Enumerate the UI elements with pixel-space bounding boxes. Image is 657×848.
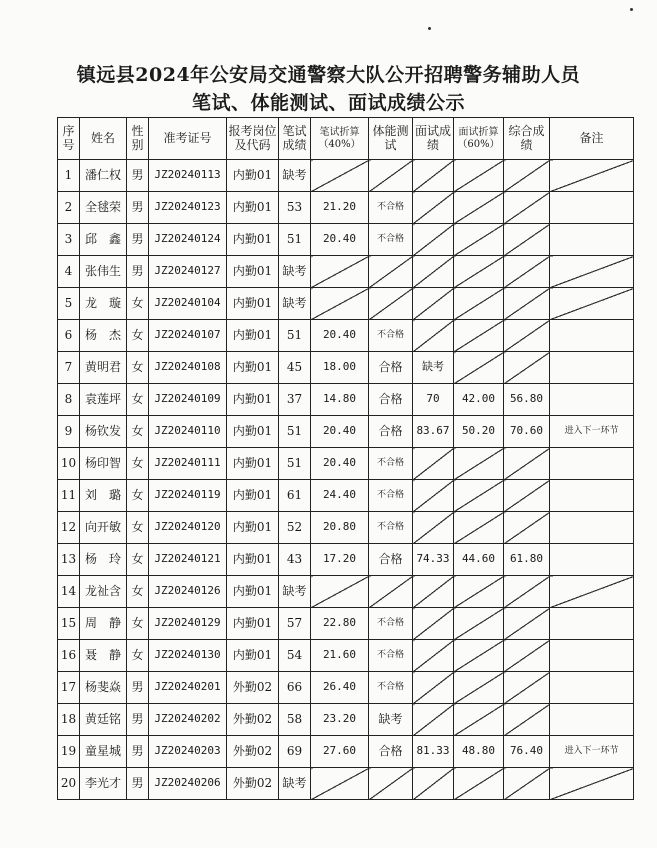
cell-seq: 13 [58,544,80,576]
cell-total [504,352,550,384]
cell-written: 66 [279,672,311,704]
cell-exam-no: JZ20240109 [149,384,227,416]
cell-physical: 不合格 [369,640,413,672]
cell-post: 内勤01 [227,608,279,640]
header-remark: 备注 [550,118,634,160]
cell-remark: 进入下一环节 [550,416,634,448]
cell-seq: 10 [58,448,80,480]
cell-interview-conv [454,640,504,672]
cell-seq: 6 [58,320,80,352]
cell-post: 内勤01 [227,384,279,416]
table-row [58,320,634,352]
table-row [58,256,634,288]
cell-remark [550,448,634,480]
cell-written-conv: 20.40 [311,448,369,480]
cell-remark: 进入下一环节 [550,736,634,768]
cell-physical [369,576,413,608]
cell-post: 内勤01 [227,256,279,288]
page-subtitle: 笔试、体能测试、面试成绩公示 [191,92,465,114]
cell-written-conv: 21.60 [311,640,369,672]
cell-remark [550,640,634,672]
cell-remark [550,288,634,320]
cell-post: 内勤01 [227,544,279,576]
cell-name: 李光才 [80,768,127,800]
cell-written: 45 [279,352,311,384]
cell-post: 内勤01 [227,288,279,320]
cell-name: 袁莲坪 [80,384,127,416]
cell-gender: 女 [127,544,149,576]
cell-post: 内勤01 [227,192,279,224]
cell-name: 杨 玲 [80,544,127,576]
cell-interview [413,224,454,256]
table-row [58,768,634,800]
cell-interview [413,768,454,800]
cell-total [504,768,550,800]
cell-exam-no: JZ20240203 [149,736,227,768]
cell-exam-no: JZ20240110 [149,416,227,448]
cell-gender: 男 [127,736,149,768]
cell-physical: 不合格 [369,512,413,544]
cell-exam-no: JZ20240124 [149,224,227,256]
cell-written-conv [311,576,369,608]
header-written: 笔试成绩 [279,118,311,160]
cell-written: 51 [279,320,311,352]
cell-written: 缺考 [279,576,311,608]
cell-interview [413,256,454,288]
cell-post: 内勤01 [227,416,279,448]
cell-gender: 男 [127,224,149,256]
cell-remark [550,608,634,640]
cell-interview-conv: 48.80 [454,736,504,768]
header-physical: 体能测试 [369,118,413,160]
cell-written-conv [311,160,369,192]
cell-remark [550,320,634,352]
cell-remark [550,768,634,800]
cell-interview-conv [454,576,504,608]
cell-post: 内勤01 [227,448,279,480]
cell-name: 杨斐焱 [80,672,127,704]
cell-gender: 女 [127,384,149,416]
cell-remark [550,544,634,576]
cell-exam-no: JZ20240108 [149,352,227,384]
cell-seq: 8 [58,384,80,416]
cell-written-conv [311,288,369,320]
cell-written-conv: 20.40 [311,320,369,352]
cell-physical: 合格 [369,352,413,384]
cell-written: 69 [279,736,311,768]
cell-written-conv: 24.40 [311,480,369,512]
cell-written: 54 [279,640,311,672]
cell-seq: 2 [58,192,80,224]
cell-exam-no: JZ20240129 [149,608,227,640]
page-title: 镇远县2024年公安局交通警察大队公开招聘警务辅助人员 [76,64,581,86]
cell-interview [413,608,454,640]
cell-name: 邱 鑫 [80,224,127,256]
cell-gender: 女 [127,480,149,512]
cell-total [504,256,550,288]
cell-gender: 女 [127,512,149,544]
cell-exam-no: JZ20240104 [149,288,227,320]
header-written-conv: 笔试折算（40%） [311,118,369,160]
table-row [58,288,634,320]
cell-name: 刘 璐 [80,480,127,512]
cell-post: 内勤01 [227,352,279,384]
cell-interview-conv [454,352,504,384]
cell-gender: 女 [127,448,149,480]
cell-total [504,672,550,704]
cell-post: 内勤01 [227,480,279,512]
cell-seq: 11 [58,480,80,512]
cell-remark [550,384,634,416]
header-exam-no: 准考证号 [149,118,227,160]
cell-written-conv: 23.20 [311,704,369,736]
cell-interview: 83.67 [413,416,454,448]
cell-gender: 男 [127,160,149,192]
cell-written: 43 [279,544,311,576]
cell-remark [550,224,634,256]
cell-interview: 81.33 [413,736,454,768]
table-row [58,672,634,704]
cell-written-conv: 14.80 [311,384,369,416]
table-row [58,416,634,448]
cell-total: 70.60 [504,416,550,448]
table-row [58,384,634,416]
table-row [58,576,634,608]
table-row [58,704,634,736]
header-name: 姓名 [80,118,127,160]
table-row [58,448,634,480]
cell-physical: 不合格 [369,192,413,224]
cell-interview-conv: 42.00 [454,384,504,416]
cell-written-conv [311,768,369,800]
header-seq: 序号 [58,118,80,160]
cell-seq: 18 [58,704,80,736]
cell-written-conv: 21.20 [311,192,369,224]
cell-post: 外勤02 [227,736,279,768]
cell-exam-no: JZ20240202 [149,704,227,736]
cell-exam-no: JZ20240107 [149,320,227,352]
cell-name: 向开敏 [80,512,127,544]
cell-interview-conv [454,704,504,736]
cell-exam-no: JZ20240121 [149,544,227,576]
cell-written: 37 [279,384,311,416]
cell-seq: 12 [58,512,80,544]
cell-post: 内勤01 [227,512,279,544]
cell-physical: 合格 [369,384,413,416]
score-table [57,117,634,800]
cell-remark [550,576,634,608]
cell-physical [369,288,413,320]
cell-post: 内勤01 [227,160,279,192]
cell-physical [369,256,413,288]
cell-physical: 不合格 [369,320,413,352]
cell-name: 杨印智 [80,448,127,480]
table-row [58,160,634,192]
cell-interview-conv [454,512,504,544]
cell-seq: 15 [58,608,80,640]
cell-interview-conv [454,288,504,320]
table-header-row [58,118,634,160]
cell-name: 张伟生 [80,256,127,288]
cell-remark [550,256,634,288]
cell-post: 外勤02 [227,768,279,800]
cell-seq: 20 [58,768,80,800]
cell-total: 76.40 [504,736,550,768]
cell-written-conv: 17.20 [311,544,369,576]
cell-name: 童星城 [80,736,127,768]
table-row [58,640,634,672]
cell-written: 缺考 [279,256,311,288]
cell-written: 51 [279,448,311,480]
cell-interview-conv: 50.20 [454,416,504,448]
header-total: 综合成绩 [504,118,550,160]
cell-remark [550,192,634,224]
cell-name: 聂 静 [80,640,127,672]
cell-total [504,160,550,192]
cell-written: 51 [279,224,311,256]
cell-total [504,480,550,512]
cell-post: 内勤01 [227,640,279,672]
cell-written: 51 [279,416,311,448]
cell-exam-no: JZ20240113 [149,160,227,192]
cell-interview [413,320,454,352]
cell-written: 61 [279,480,311,512]
table-row [58,544,634,576]
cell-seq: 5 [58,288,80,320]
cell-total [504,640,550,672]
cell-written: 缺考 [279,160,311,192]
cell-exam-no: JZ20240201 [149,672,227,704]
cell-written: 52 [279,512,311,544]
cell-interview [413,288,454,320]
cell-exam-no: JZ20240123 [149,192,227,224]
cell-remark [550,160,634,192]
cell-interview [413,672,454,704]
header-post: 报考岗位及代码 [227,118,279,160]
cell-written: 57 [279,608,311,640]
cell-name: 杨 杰 [80,320,127,352]
cell-interview [413,576,454,608]
table-row [58,736,634,768]
cell-interview: 70 [413,384,454,416]
cell-interview-conv: 44.60 [454,544,504,576]
cell-seq: 1 [58,160,80,192]
cell-remark [550,704,634,736]
cell-name: 龙 璇 [80,288,127,320]
cell-physical: 不合格 [369,448,413,480]
cell-seq: 4 [58,256,80,288]
cell-interview-conv [454,608,504,640]
cell-physical: 合格 [369,416,413,448]
cell-total [504,192,550,224]
cell-total [504,224,550,256]
cell-gender: 女 [127,288,149,320]
cell-seq: 16 [58,640,80,672]
cell-name: 黄廷铭 [80,704,127,736]
cell-seq: 3 [58,224,80,256]
cell-gender: 男 [127,192,149,224]
cell-gender: 女 [127,416,149,448]
cell-remark [550,672,634,704]
header-gender: 性别 [127,118,149,160]
cell-gender: 女 [127,608,149,640]
scan-dot [630,8,633,11]
header-interview: 面试成绩 [413,118,454,160]
cell-exam-no: JZ20240126 [149,576,227,608]
cell-gender: 男 [127,704,149,736]
cell-total [504,704,550,736]
cell-physical: 合格 [369,736,413,768]
cell-physical: 不合格 [369,224,413,256]
cell-written-conv: 18.00 [311,352,369,384]
cell-seq: 17 [58,672,80,704]
cell-exam-no: JZ20240206 [149,768,227,800]
cell-interview [413,448,454,480]
cell-interview-conv [454,224,504,256]
cell-name: 潘仁权 [80,160,127,192]
cell-gender: 女 [127,352,149,384]
cell-remark [550,512,634,544]
cell-written: 58 [279,704,311,736]
cell-total: 56.80 [504,384,550,416]
cell-exam-no: JZ20240130 [149,640,227,672]
cell-post: 外勤02 [227,672,279,704]
cell-seq: 14 [58,576,80,608]
cell-seq: 9 [58,416,80,448]
cell-interview-conv [454,480,504,512]
cell-interview-conv [454,672,504,704]
cell-written-conv: 20.40 [311,416,369,448]
cell-gender: 男 [127,768,149,800]
cell-written-conv: 22.80 [311,608,369,640]
cell-total: 61.80 [504,544,550,576]
cell-physical [369,768,413,800]
cell-interview: 74.33 [413,544,454,576]
cell-written: 缺考 [279,288,311,320]
cell-physical: 不合格 [369,608,413,640]
cell-post: 内勤01 [227,320,279,352]
cell-written-conv: 26.40 [311,672,369,704]
cell-gender: 男 [127,672,149,704]
cell-gender: 男 [127,256,149,288]
cell-post: 内勤01 [227,576,279,608]
cell-physical: 缺考 [369,704,413,736]
cell-total [504,320,550,352]
cell-total [504,512,550,544]
cell-name: 黄明君 [80,352,127,384]
cell-interview [413,704,454,736]
cell-physical [369,160,413,192]
cell-physical: 合格 [369,544,413,576]
cell-interview-conv [454,256,504,288]
cell-name: 杨钦发 [80,416,127,448]
cell-written-conv: 27.60 [311,736,369,768]
header-interview-conv: 面试折算（60%） [454,118,504,160]
cell-physical: 不合格 [369,672,413,704]
cell-gender: 女 [127,640,149,672]
cell-name: 周 静 [80,608,127,640]
cell-total [504,288,550,320]
cell-interview: 缺考 [413,352,454,384]
cell-interview-conv [454,320,504,352]
cell-exam-no: JZ20240119 [149,480,227,512]
table-row [58,224,634,256]
cell-physical: 不合格 [369,480,413,512]
cell-written-conv [311,256,369,288]
table-row [58,480,634,512]
cell-total [504,448,550,480]
table-row [58,512,634,544]
table-row [58,192,634,224]
cell-interview-conv [454,768,504,800]
cell-total [504,608,550,640]
cell-remark [550,480,634,512]
cell-remark [550,352,634,384]
cell-total [504,576,550,608]
cell-interview-conv [454,160,504,192]
cell-exam-no: JZ20240111 [149,448,227,480]
cell-exam-no: JZ20240120 [149,512,227,544]
cell-interview [413,640,454,672]
cell-gender: 女 [127,576,149,608]
cell-interview [413,512,454,544]
cell-post: 外勤02 [227,704,279,736]
table-row [58,352,634,384]
cell-interview [413,160,454,192]
cell-post: 内勤01 [227,224,279,256]
cell-seq: 19 [58,736,80,768]
cell-seq: 7 [58,352,80,384]
cell-written-conv: 20.40 [311,224,369,256]
cell-gender: 女 [127,320,149,352]
table-row [58,608,634,640]
cell-interview-conv [454,192,504,224]
cell-interview [413,192,454,224]
cell-interview-conv [454,448,504,480]
cell-interview [413,480,454,512]
cell-exam-no: JZ20240127 [149,256,227,288]
cell-written: 53 [279,192,311,224]
cell-name: 全毬荣 [80,192,127,224]
scan-dot [428,27,431,30]
cell-name: 龙祉含 [80,576,127,608]
cell-written-conv: 20.80 [311,512,369,544]
cell-written: 缺考 [279,768,311,800]
